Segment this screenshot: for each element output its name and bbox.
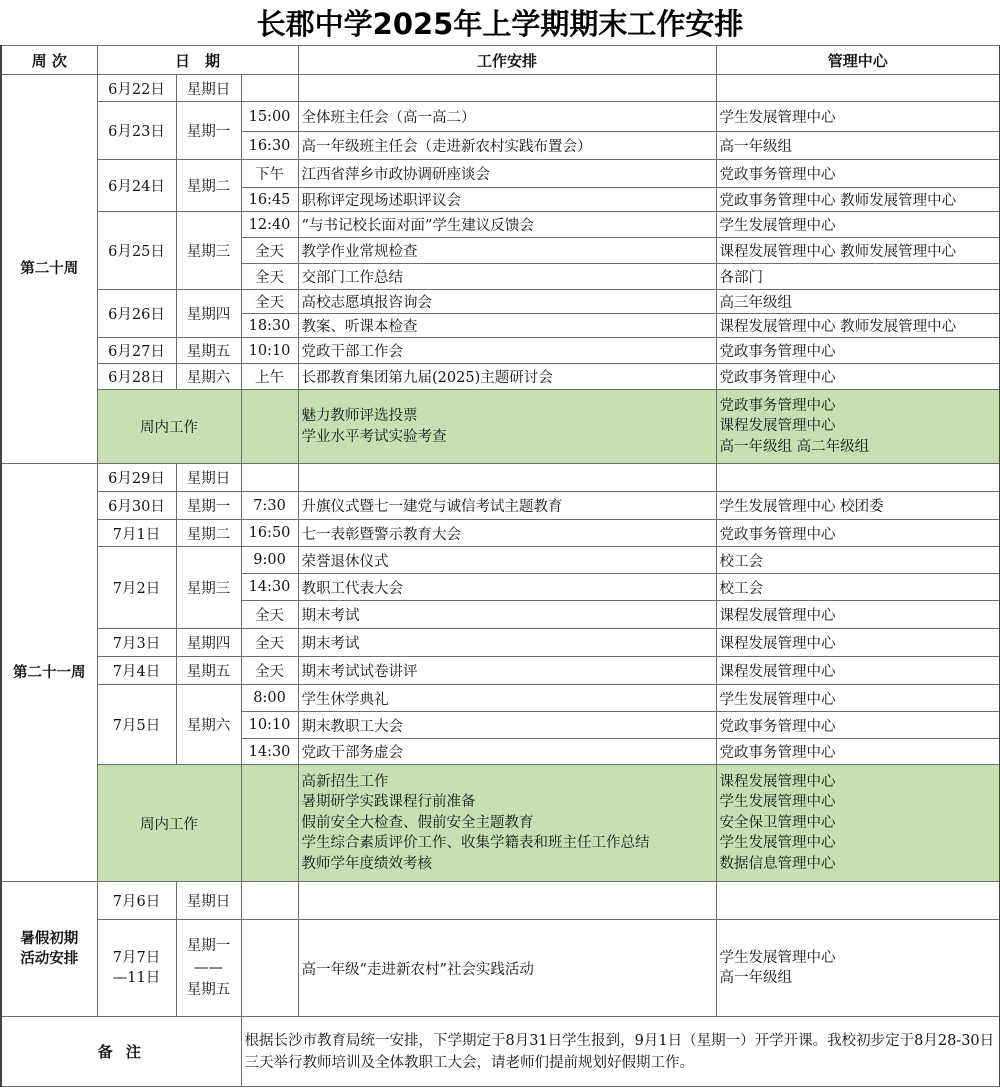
date-cell: 7月4日: [97, 657, 176, 685]
weekday-cell: 星期六: [176, 685, 241, 765]
weekly-center-item: 高一年级组 高二年级组: [719, 438, 870, 455]
work-cell: 高校志愿填报咨询会: [298, 290, 716, 314]
weekly-work-item: 教师学年度绩效考核: [301, 855, 433, 872]
time-cell: 7:30: [241, 492, 298, 520]
time-cell: [241, 75, 298, 102]
work-cell: 高一年级班主任会（走进新农村实践布置会）: [298, 132, 716, 160]
work-cell: 江西省萍乡市政协调研座谈会: [298, 160, 716, 188]
table-row: [1, 102, 1000, 132]
center-cell: 党政事务管理中心: [716, 338, 1000, 364]
header-row: [1, 46, 1000, 75]
time-cell: 9:00: [241, 547, 298, 574]
time-cell: 14:30: [241, 574, 298, 601]
week-label: 第二十周: [1, 75, 97, 464]
center-cell: 高一年级组: [716, 132, 1000, 160]
header-work: 工作安排: [298, 46, 716, 75]
weekly-center-item: 安全保卫管理中心: [719, 814, 836, 831]
work-cell: 期末考试: [298, 629, 716, 657]
weekday-cell: 星期四: [176, 629, 241, 657]
date-cell: 6月30日: [97, 492, 176, 520]
table-row: [1, 685, 1000, 712]
date-cell: 6月27日: [97, 338, 176, 364]
week-label: 第二十一周: [1, 464, 97, 882]
work-cell: 七一表彰暨警示教育大会: [298, 520, 716, 547]
time-cell: 18:30: [241, 314, 298, 338]
time-cell: [241, 882, 298, 920]
work-cell: [298, 464, 716, 492]
time-cell: 全天: [241, 238, 298, 264]
time-cell: 16:30: [241, 132, 298, 160]
work-cell: 教学作业常规检查: [298, 238, 716, 264]
center-cell: 课程发展管理中心: [716, 601, 1000, 629]
table-row: [1, 212, 1000, 238]
weekday-cell: 星期三: [176, 547, 241, 629]
time-cell: 全天: [241, 629, 298, 657]
weekly-work-item: 高新招生工作: [301, 773, 389, 790]
time-cell: 10:10: [241, 712, 298, 739]
date-cell: 6月26日: [97, 290, 176, 338]
table-row: [1, 547, 1000, 574]
center-cell: 校工会: [716, 547, 1000, 574]
weekly-work-label: 周内工作: [97, 765, 241, 882]
weekly-center-item: 课程发展管理中心: [719, 773, 836, 790]
table-row: [1, 75, 1000, 102]
summer-label: 暑假初期 活动安排: [1, 882, 97, 1017]
weekly-work-item: 魅力教师评选投票: [301, 408, 418, 424]
weekly-center-item: 学生发展管理中心: [719, 835, 836, 852]
weekday-cell: 星期六: [176, 364, 241, 390]
center-cell: 党政事务管理中心: [716, 160, 1000, 188]
table-row: [1, 338, 1000, 364]
time-cell: [241, 920, 298, 1017]
work-cell: [298, 882, 716, 920]
work-cell: 党政干部工作会: [298, 338, 716, 364]
remarks-text: 根据长沙市教育局统一安排，下学期定于8月31日学生报到，9月1日（星期一）开学开课。我校初步定于8月28-30日三天举行教师培训及全体教职工大会，请老师们提前规划好假期工作。: [241, 1017, 1000, 1087]
date-cell: 6月24日: [97, 160, 176, 212]
work-cell: 长郡教育集团第九届(2025)主题研讨会: [298, 364, 716, 390]
table-row: [1, 160, 1000, 188]
work-cell: “与书记校长面对面”学生建议反馈会: [298, 212, 716, 238]
remarks-row: [1, 1017, 1000, 1087]
center-cell: 课程发展管理中心 教师发展管理中心: [716, 238, 1000, 264]
time-cell: 下午: [241, 160, 298, 188]
center-cell: 党政事务管理中心: [716, 739, 1000, 765]
weekly-work-row: [1, 390, 1000, 464]
weekday-cell: 星期五: [176, 338, 241, 364]
center-cell: 课程发展管理中心 教师发展管理中心: [716, 314, 1000, 338]
table-row: [1, 464, 1000, 492]
work-cell: 升旗仪式暨七一建党与诚信考试主题教育: [298, 492, 716, 520]
date-cell: 6月29日: [97, 464, 176, 492]
date-cell: 7月7日 —11日: [97, 920, 176, 1017]
weekday-cell: 星期日: [176, 75, 241, 102]
weekday-cell: 星期一: [176, 492, 241, 520]
center-cell: 学生发展管理中心: [716, 212, 1000, 238]
date-cell: 6月25日: [97, 212, 176, 290]
weekly-work-list: [298, 765, 716, 882]
center-cell: 高三年级组: [716, 290, 1000, 314]
table-row: [1, 290, 1000, 314]
weekday-cell: 星期日: [176, 464, 241, 492]
remarks-label: 备 注: [1, 1017, 241, 1087]
weekly-center-list: [716, 765, 1000, 882]
time-cell: [241, 464, 298, 492]
date-cell: 6月28日: [97, 364, 176, 390]
weekly-work-label: 周内工作: [97, 390, 241, 464]
time-cell: 16:45: [241, 188, 298, 212]
work-cell: 期末考试: [298, 601, 716, 629]
weekday-cell: 星期二: [176, 160, 241, 212]
date-cell: 6月22日: [97, 75, 176, 102]
weekday-cell: 星期二: [176, 520, 241, 547]
center-cell: 党政事务管理中心: [716, 364, 1000, 390]
time-cell: 全天: [241, 290, 298, 314]
weekly-center-item: 学生发展管理中心: [719, 794, 836, 811]
time-cell: 全天: [241, 264, 298, 290]
center-cell: 党政事务管理中心: [716, 520, 1000, 547]
work-cell: 高一年级“走进新农村”社会实践活动: [298, 920, 716, 1017]
time-cell: 10:10: [241, 338, 298, 364]
table-row: [1, 657, 1000, 685]
table-row: [1, 492, 1000, 520]
center-cell: 课程发展管理中心: [716, 657, 1000, 685]
weekly-work-item: 学业水平考试实验考查: [301, 428, 447, 445]
center-cell: [716, 882, 1000, 920]
date-cell: 7月6日: [97, 882, 176, 920]
date-cell: 7月1日: [97, 520, 176, 547]
page-title: 长郡中学2025年上学期期末工作安排: [256, 7, 744, 41]
center-cell: 学生发展管理中心 高一年级组: [716, 920, 1000, 1017]
table-row: [1, 364, 1000, 390]
work-cell: 交部门工作总结: [298, 264, 716, 290]
center-cell: 学生发展管理中心 校团委: [716, 492, 1000, 520]
center-cell: 课程发展管理中心: [716, 629, 1000, 657]
weekly-center-item: 数据信息管理中心: [719, 855, 836, 872]
weekly-work-item: 暑期研学实践课程行前准备: [301, 794, 476, 811]
time-cell: 上午: [241, 364, 298, 390]
work-cell: 全体班主任会（高一高二）: [298, 102, 716, 132]
table-row: [1, 629, 1000, 657]
work-cell: 荣誉退休仪式: [298, 547, 716, 574]
table-row: [1, 882, 1000, 920]
work-cell: 期末考试试卷讲评: [298, 657, 716, 685]
time-cell: 14:30: [241, 739, 298, 765]
weekly-center-list: [716, 390, 1000, 464]
schedule-table: [0, 45, 1000, 1087]
work-cell: 学生休学典礼: [298, 685, 716, 712]
weekly-work-item: 学生综合素质评价工作、收集学籍表和班主任工作总结: [301, 835, 650, 852]
weekly-work-row: [1, 765, 1000, 882]
time-cell: 全天: [241, 601, 298, 629]
weekday-cell: 星期一 —— 星期五: [176, 920, 241, 1017]
time-cell: [241, 390, 298, 464]
time-cell: 15:00: [241, 102, 298, 132]
date-cell: 7月5日: [97, 685, 176, 765]
date-cell: 7月2日: [97, 547, 176, 629]
center-cell: [716, 464, 1000, 492]
header-center: 管理中心: [716, 46, 1000, 75]
center-cell: 学生发展管理中心: [716, 102, 1000, 132]
work-cell: [298, 75, 716, 102]
center-cell: 党政事务管理中心: [716, 712, 1000, 739]
center-cell: 党政事务管理中心 教师发展管理中心: [716, 188, 1000, 212]
weekly-center-item: 课程发展管理中心: [719, 418, 836, 435]
work-cell: 党政干部务虚会: [298, 739, 716, 765]
work-cell: 职称评定现场述职评议会: [298, 188, 716, 212]
time-cell: [241, 765, 298, 882]
weekday-cell: 星期日: [176, 882, 241, 920]
work-cell: 期末教职工大会: [298, 712, 716, 739]
weekly-center-item: 党政事务管理中心: [719, 397, 836, 414]
weekday-cell: 星期三: [176, 212, 241, 290]
time-cell: 12:40: [241, 212, 298, 238]
weekly-work-item: 假前安全大检查、假前安全主题教育: [301, 814, 534, 831]
time-cell: 全天: [241, 657, 298, 685]
time-cell: 16:50: [241, 520, 298, 547]
weekday-cell: 星期一: [176, 102, 241, 160]
center-cell: 各部门: [716, 264, 1000, 290]
center-cell: 学生发展管理中心: [716, 685, 1000, 712]
table-row: [1, 920, 1000, 1017]
weekday-cell: 星期五: [176, 657, 241, 685]
date-cell: 7月3日: [97, 629, 176, 657]
header-week: 周 次: [1, 46, 97, 75]
center-cell: 校工会: [716, 574, 1000, 601]
time-cell: 8:00: [241, 685, 298, 712]
date-cell: 6月23日: [97, 102, 176, 160]
weekday-cell: 星期四: [176, 290, 241, 338]
header-date: 日 期: [97, 46, 298, 75]
work-cell: 教案、听课本检查: [298, 314, 716, 338]
center-cell: [716, 75, 1000, 102]
work-cell: 教职工代表大会: [298, 574, 716, 601]
weekly-work-list: [298, 390, 716, 464]
table-row: [1, 520, 1000, 547]
